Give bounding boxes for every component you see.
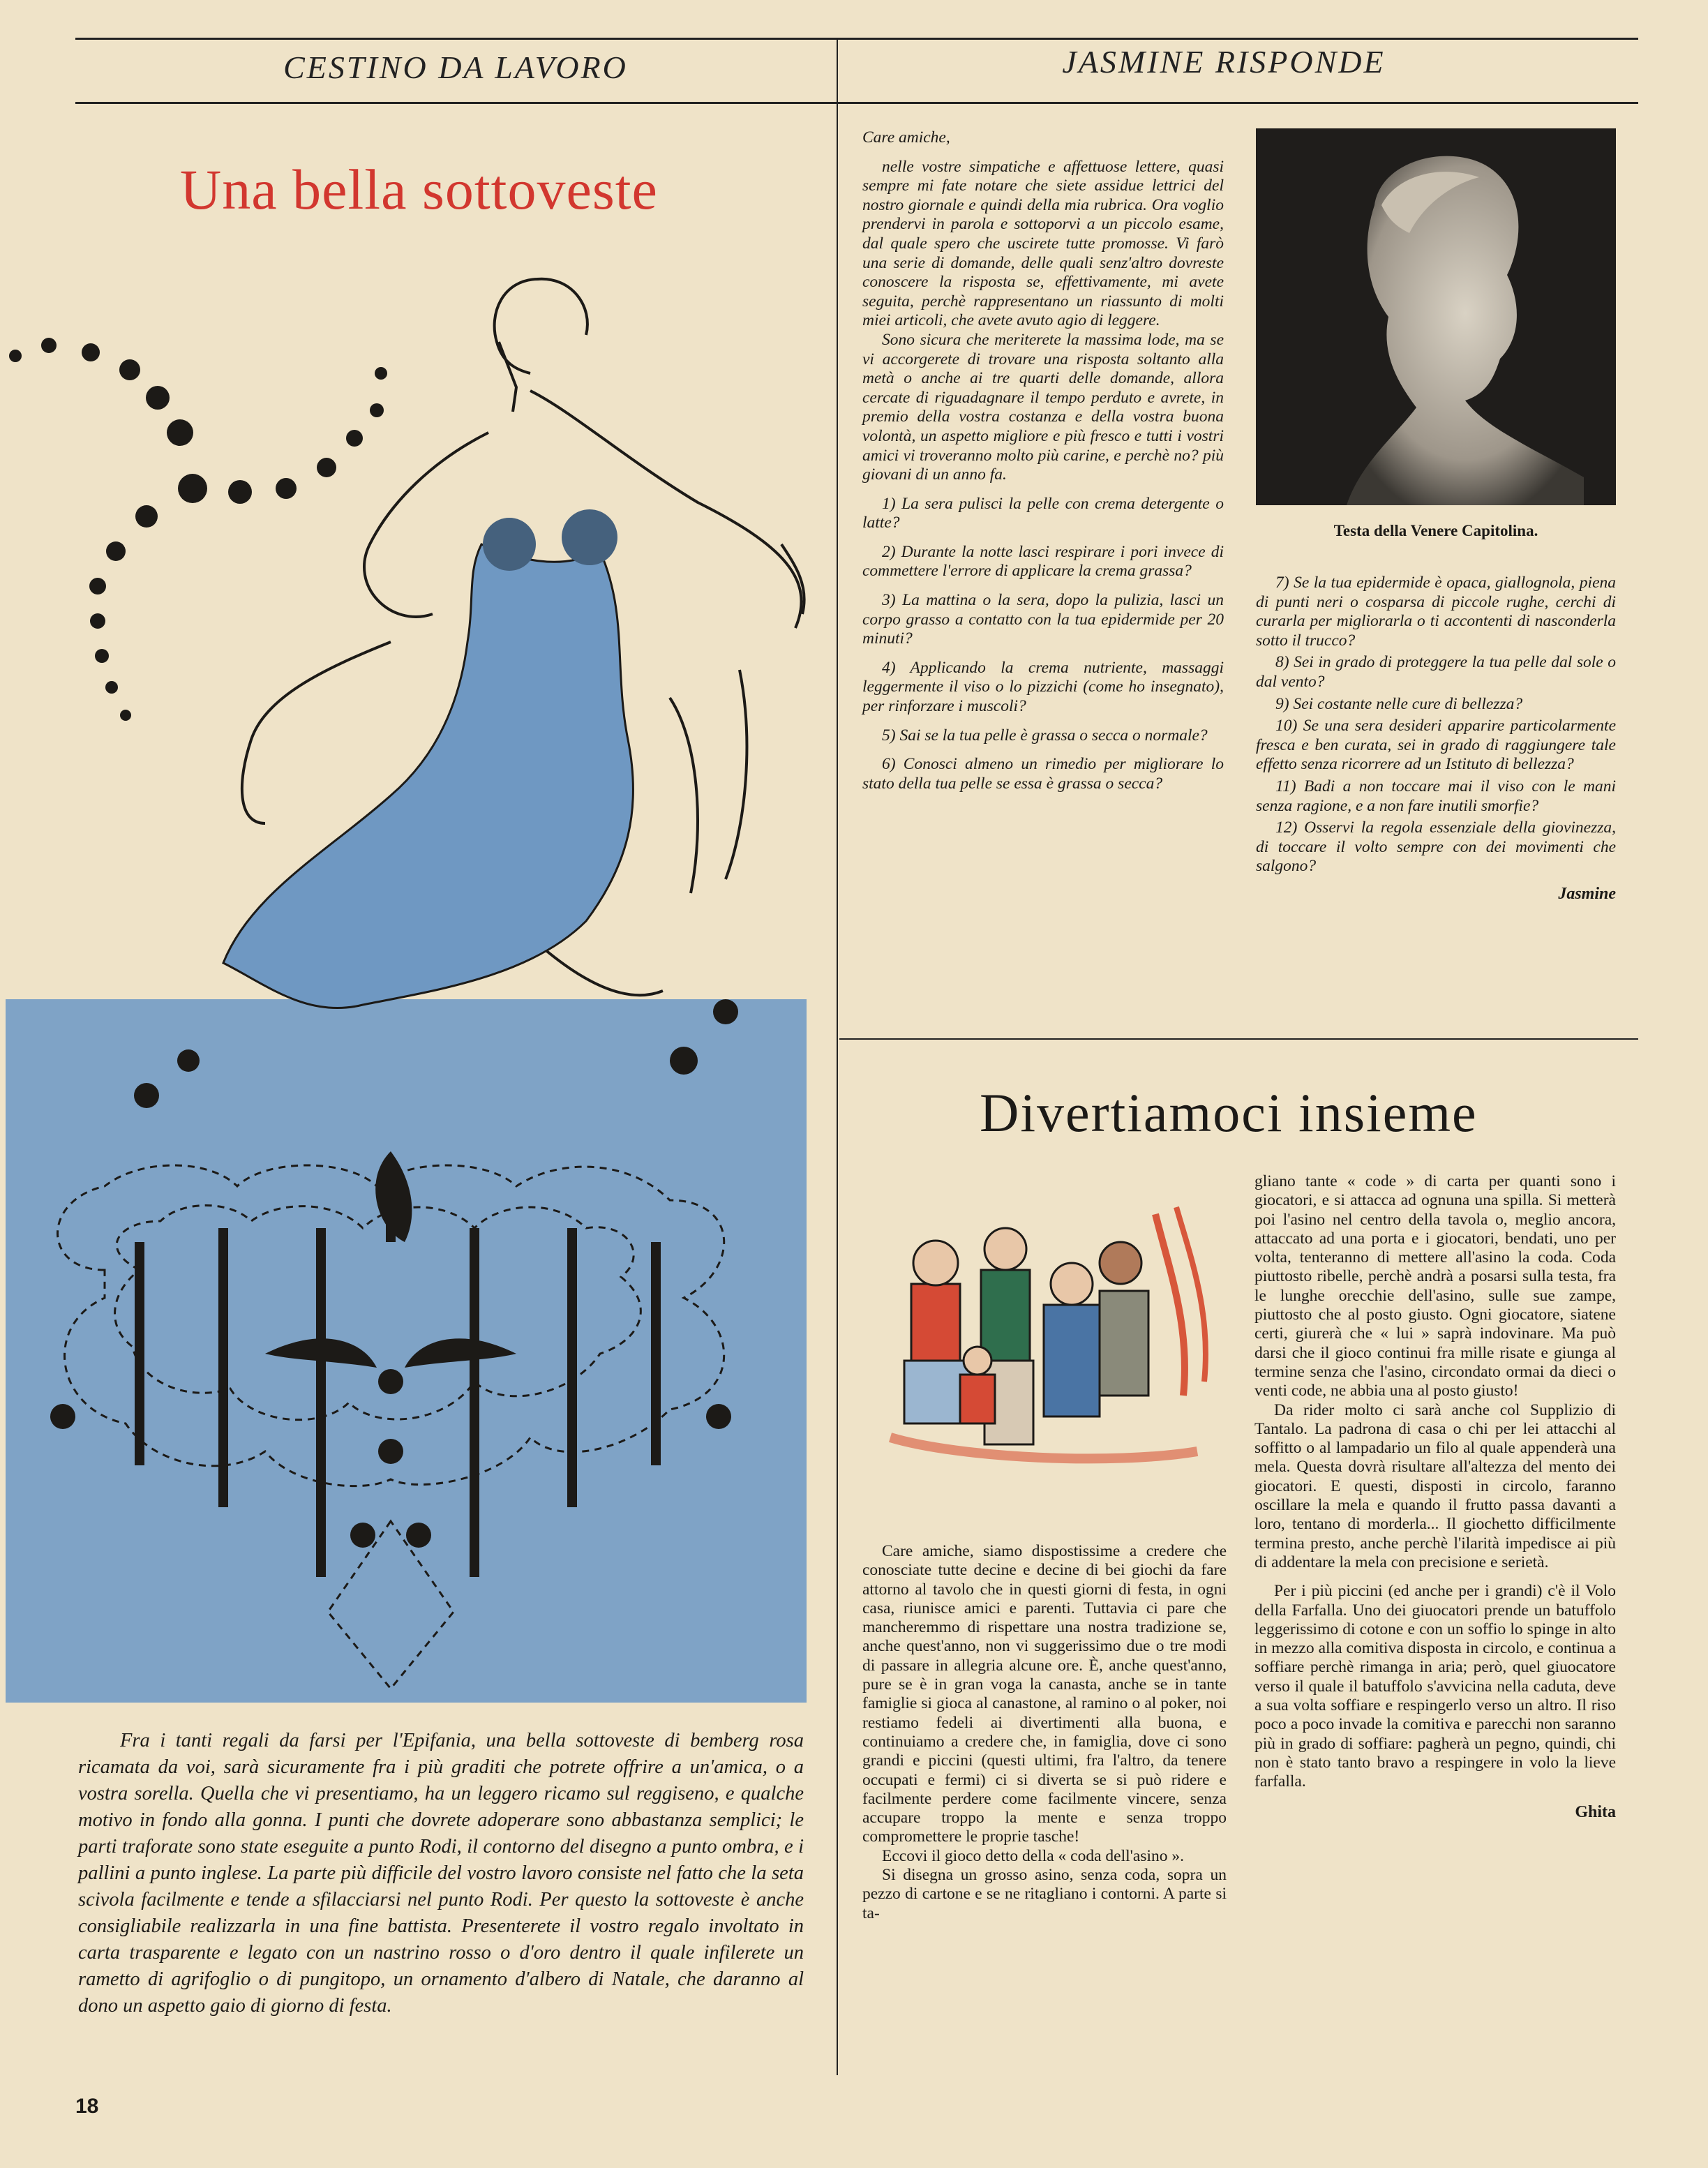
header-bottom-rule (75, 102, 1638, 104)
jasmine-intro-1: nelle vostre simpatiche e affettuose lettere, quasi sempre mi fate notare che siete assidue lettrici del nostro giornale e quindi della mia rubrica. Ora voglio prendervi in parola e sottoporvi a un piccolo esame, dal quale spero che uscirete tutte promosse. Vi farò una serie di domande, delle quali senz'altro dovreste conoscere la risposta se, effettivamente, mi avete seguita, perchè rappresentano un riassunto di molti miei articoli, che avete avuto agio di leggere. (862, 157, 1224, 330)
section-header-left: CESTINO DA LAVORO (283, 50, 628, 85)
jasmine-question: 10) Se una sera desideri apparire particolarmente fresca e ben curata, sei in grado di raggiungere tale effetto senza ricorrere ad un Istituto di bellezza? (1256, 717, 1616, 774)
photo-caption: Testa della Venere Capitolina. (1333, 522, 1538, 539)
jasmine-question: 11) Badi a non toccare mai il viso con le mani senza ragione, e a non fare inutili smorfie? (1256, 777, 1616, 815)
jasmine-signature: Jasmine (1558, 884, 1616, 903)
jasmine-question: 12) Osservi la regola essenziale della giovinezza, di toccare il volto sempre con dei movimenti che salgono? (1256, 818, 1616, 876)
cestino-title: Una bella sottoveste (180, 158, 658, 221)
jasmine-question: 4) Applicando la crema nutriente, massaggi leggermente il viso o lo pizzichi (come ho insegnato), per rinforzare i muscoli? (862, 658, 1224, 716)
jasmine-question: 1) La sera pulisci la pelle con crema detergente o latte? (862, 494, 1224, 532)
cestino-description-text: Fra i tanti regali da farsi per l'Epifania, una bella sottoveste di bemberg rosa ricamata da voi, sarà sicuramente fra i più graditi che potrete offrire a un'amica, o a vostra sorella. Quella che vi presentiamo, ha un leggero ricamo sul reggiseno, e qualche motivo in fondo alla gonna. I punti che dovrete adoperare sono abbastanza semplici; le parti traforate sono state eseguite a punto Rodi, il contorno del disegno a punto ombra, e i pallini a punto inglese. La parte più difficile del vostro lavoro consiste nel fatto che la seta scivola facilmente e tende a sfilacciarsi nel punto Rodi. Per questo la sottoveste è anche consigliabile realizzarla in una fine battista. Presenterete il vostro regalo involtato in carta trasparente e legato con un nastrino rosso o d'oro dentro il quale infilerete un rametto di agrifoglio o di pungitopo, un ornamento d'albero di Natale, che daranno al dono un aspetto gaio di giorno di festa. (78, 1730, 804, 2017)
jasmine-question: 9) Sei costante nelle cure di bellezza? (1275, 694, 1523, 713)
jasmine-intro-2: Sono sicura che meriterete la massima lode, ma se vi accorgerete di trovare una risposta soltanto alla metà o anche ai tre quarti delle domande, allora cercate di riguadagnare il tempo perduto e avrete, in premio della vostra costanza e della vostra buona volontà, un aspetto migliore e più fresco e tutti i vostri amici vi troveranno molto più carine, e perchè no? più giovani di un anno fa. (862, 330, 1224, 484)
divertiamoci-paragraph: Care amiche, siamo dispostissime a credere che conosciate tutte decine e decine di bei giochi da fare attorno al tavolo che in questi giorni di festa, in ogni casa, riunisce amici e parenti. Tuttavia ci pare che mancheremmo di rispettare una nostra tradizione se, anche quest'anno, non vi suggerissimo due o tre modi di passare in allegria alcune ore. È, anche quest'anno, pure se è in gran voga la canasta, anche se in tante famiglie si gioca al canastone, al ramino o al poker, noi restiamo fedeli ai divertimenti alla buona, e continuiamo a credere che, in famiglia, dove ci sono grandi e piccini (questi ultimi, fra l'altro, da tenere occupati e fermi) ci si diverta se si può ridere e facilmente perdere come facilmente vincere, senza accupare troppo la mente e senza troppo compromettere le proprie tasche! (862, 1542, 1227, 1846)
top-rule (75, 38, 1638, 40)
divertiamoci-paragraph: Da rider molto ci sarà anche col Supplizio di Tantalo. La padrona di casa o chi per lei attacchi al soffitto o al lampadario un filo al quale appenderà una mela. Questa dovrà risultare all'altezza del mento dei giocatori. E questi, disposti in circolo, faranno oscillare la mela e quando il frutto passa davanti a loro, tentano di morderla... Il giochetto difficilmente termina presto, anche perchè l'ilarità impedisce ai più di addentare la mela con precisione e serietà. (1254, 1400, 1616, 1571)
divertiamoci-paragraph: Per i più piccini (ed anche per i grandi) c'è il Volo della Farfalla. Uno dei giuocatori prende un batuffolo leggerissimo di cotone e con un soffio lo spinge in alto in mezzo alla comitiva disposta in circolo, e continua a soffiare perchè rimanga in aria; però, quel giuocatore verso il quale il batuffolo s'avvicina nella caduta, deve a sua volta soffiare e respingerlo verso un altro. Il riso poco a poco invade la comitiva e parecchi non saranno più in grado di soffiare: pagherà un pegno, quindi, chi non è stato tanto bravo a respingere in volo la lieve farfalla. (1254, 1582, 1616, 1791)
jasmine-question: 7) Se la tua epidermide è opaca, giallognola, piena di punti neri o cosparsa di piccole rughe, cerchi di curarla per migliorarla o ti accontenti di nasconderla sotto il trucco? (1256, 574, 1616, 650)
venus-photo (1256, 128, 1616, 505)
jasmine-left-column (862, 128, 1224, 793)
jasmine-question: 6) Conosci almeno un rimedio per migliorare lo stato della tua pelle se essa è grassa o secca? (862, 755, 1224, 793)
jasmine-question: 3) La mattina o la sera, dopo la pulizia, lasci un corpo grasso a contatto con la tua epidermide per 20 minuti? (862, 591, 1224, 648)
cestino-description (78, 1728, 804, 2019)
ghita-signature: Ghita (1575, 1802, 1616, 1821)
divertiamoci-left-column (862, 1542, 1227, 1923)
divertiamoci-right-column (1254, 1172, 1616, 1822)
blue-dress (223, 544, 634, 1008)
bodice-ornament-left (483, 518, 536, 571)
jasmine-question: 2) Durante la notte lasci respirare i pori invece di commettere l'errore di applicare la crema grassa? (862, 542, 1224, 581)
divertiamoci-paragraph: Si disegna un grosso asino, senza coda, sopra un pezzo di cartone e se ne ritagliano i contorni. A parte si ta- (862, 1866, 1227, 1922)
jasmine-right-column (1256, 574, 1616, 904)
right-section-divider (839, 1038, 1638, 1040)
page-number: 18 (75, 2095, 99, 2118)
jasmine-question: 5) Sai se la tua pelle è grassa o secca o normale? (882, 726, 1208, 745)
party-illustration (862, 1186, 1225, 1493)
divertiamoci-paragraph: Eccovi il gioco detto della « coda dell'asino ». (882, 1846, 1184, 1865)
slip-illustration (0, 251, 836, 1703)
section-header-right: JASMINE RISPONDE (1062, 44, 1386, 80)
pattern-panel (6, 999, 807, 1703)
jasmine-question: 8) Sei in grado di proteggere la tua pelle dal sole o dal vento? (1256, 653, 1616, 691)
divertiamoci-paragraph: gliano tante « code » di carta per quanti sono i giocatori, e si attacca ad ognuna una spilla. Si metterà poi l'asino nel centro della tavola o, meglio ancora, attaccato ad una porta e i giocatori, bendati, uno per volta, tenteranno di mettere all'asino la coda. Coda piuttosto ribelle, perchè andrà a posarsi sulla testa, fra le lunghe orecchie dell'asino, sulle sue zampe, piuttosto che al posto giusto. Ogni giocatore, siatene certi, giurerà che « lui » saprà indovinare. Ma può darsi che il gioco continui fra mille risate e giunga al termine senza che l'asino, circondato ormai da dieci o venti code, ne abbia una al posto giusto! (1254, 1172, 1616, 1400)
jasmine-greeting: Care amiche, (862, 128, 950, 147)
bodice-ornament-right (562, 509, 617, 565)
column-divider (837, 38, 838, 2075)
divertiamoci-title: Divertiamoci insieme (980, 1082, 1478, 1143)
